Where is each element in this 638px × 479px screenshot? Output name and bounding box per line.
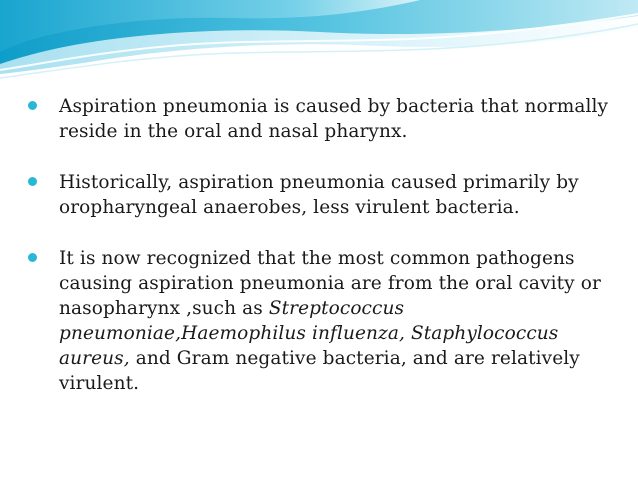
bullet-list xyxy=(24,94,624,422)
bullet-dot-icon xyxy=(28,101,37,110)
bullet-text: Historically, aspiration pneumonia caused primarily by oropharyngeal anaerobes, less virulent bacteria. xyxy=(59,172,579,218)
bullet-text: Aspiration pneumonia is caused by bacteria that normally reside in the oral and nasal pharynx. xyxy=(59,96,609,142)
bullet-item xyxy=(24,170,624,220)
bullet-dot-icon xyxy=(28,177,37,186)
bullet-text-organisms: Streptococcus pneumoniae,Haemophilus influenza, Staphylococcus aureus, xyxy=(59,298,559,369)
bullet-dot-icon xyxy=(28,253,37,262)
bullet-text-part2: and Gram negative bacteria, and are relatively virulent. xyxy=(59,348,580,394)
bullet-item xyxy=(24,246,624,396)
bullet-text-part1: It is now recognized that the most common pathogens causing aspiration pneumonia are from the oral cavity or nasopharynx ,such as xyxy=(59,248,601,319)
decorative-wave-header xyxy=(0,0,638,90)
bullet-item xyxy=(24,94,624,144)
